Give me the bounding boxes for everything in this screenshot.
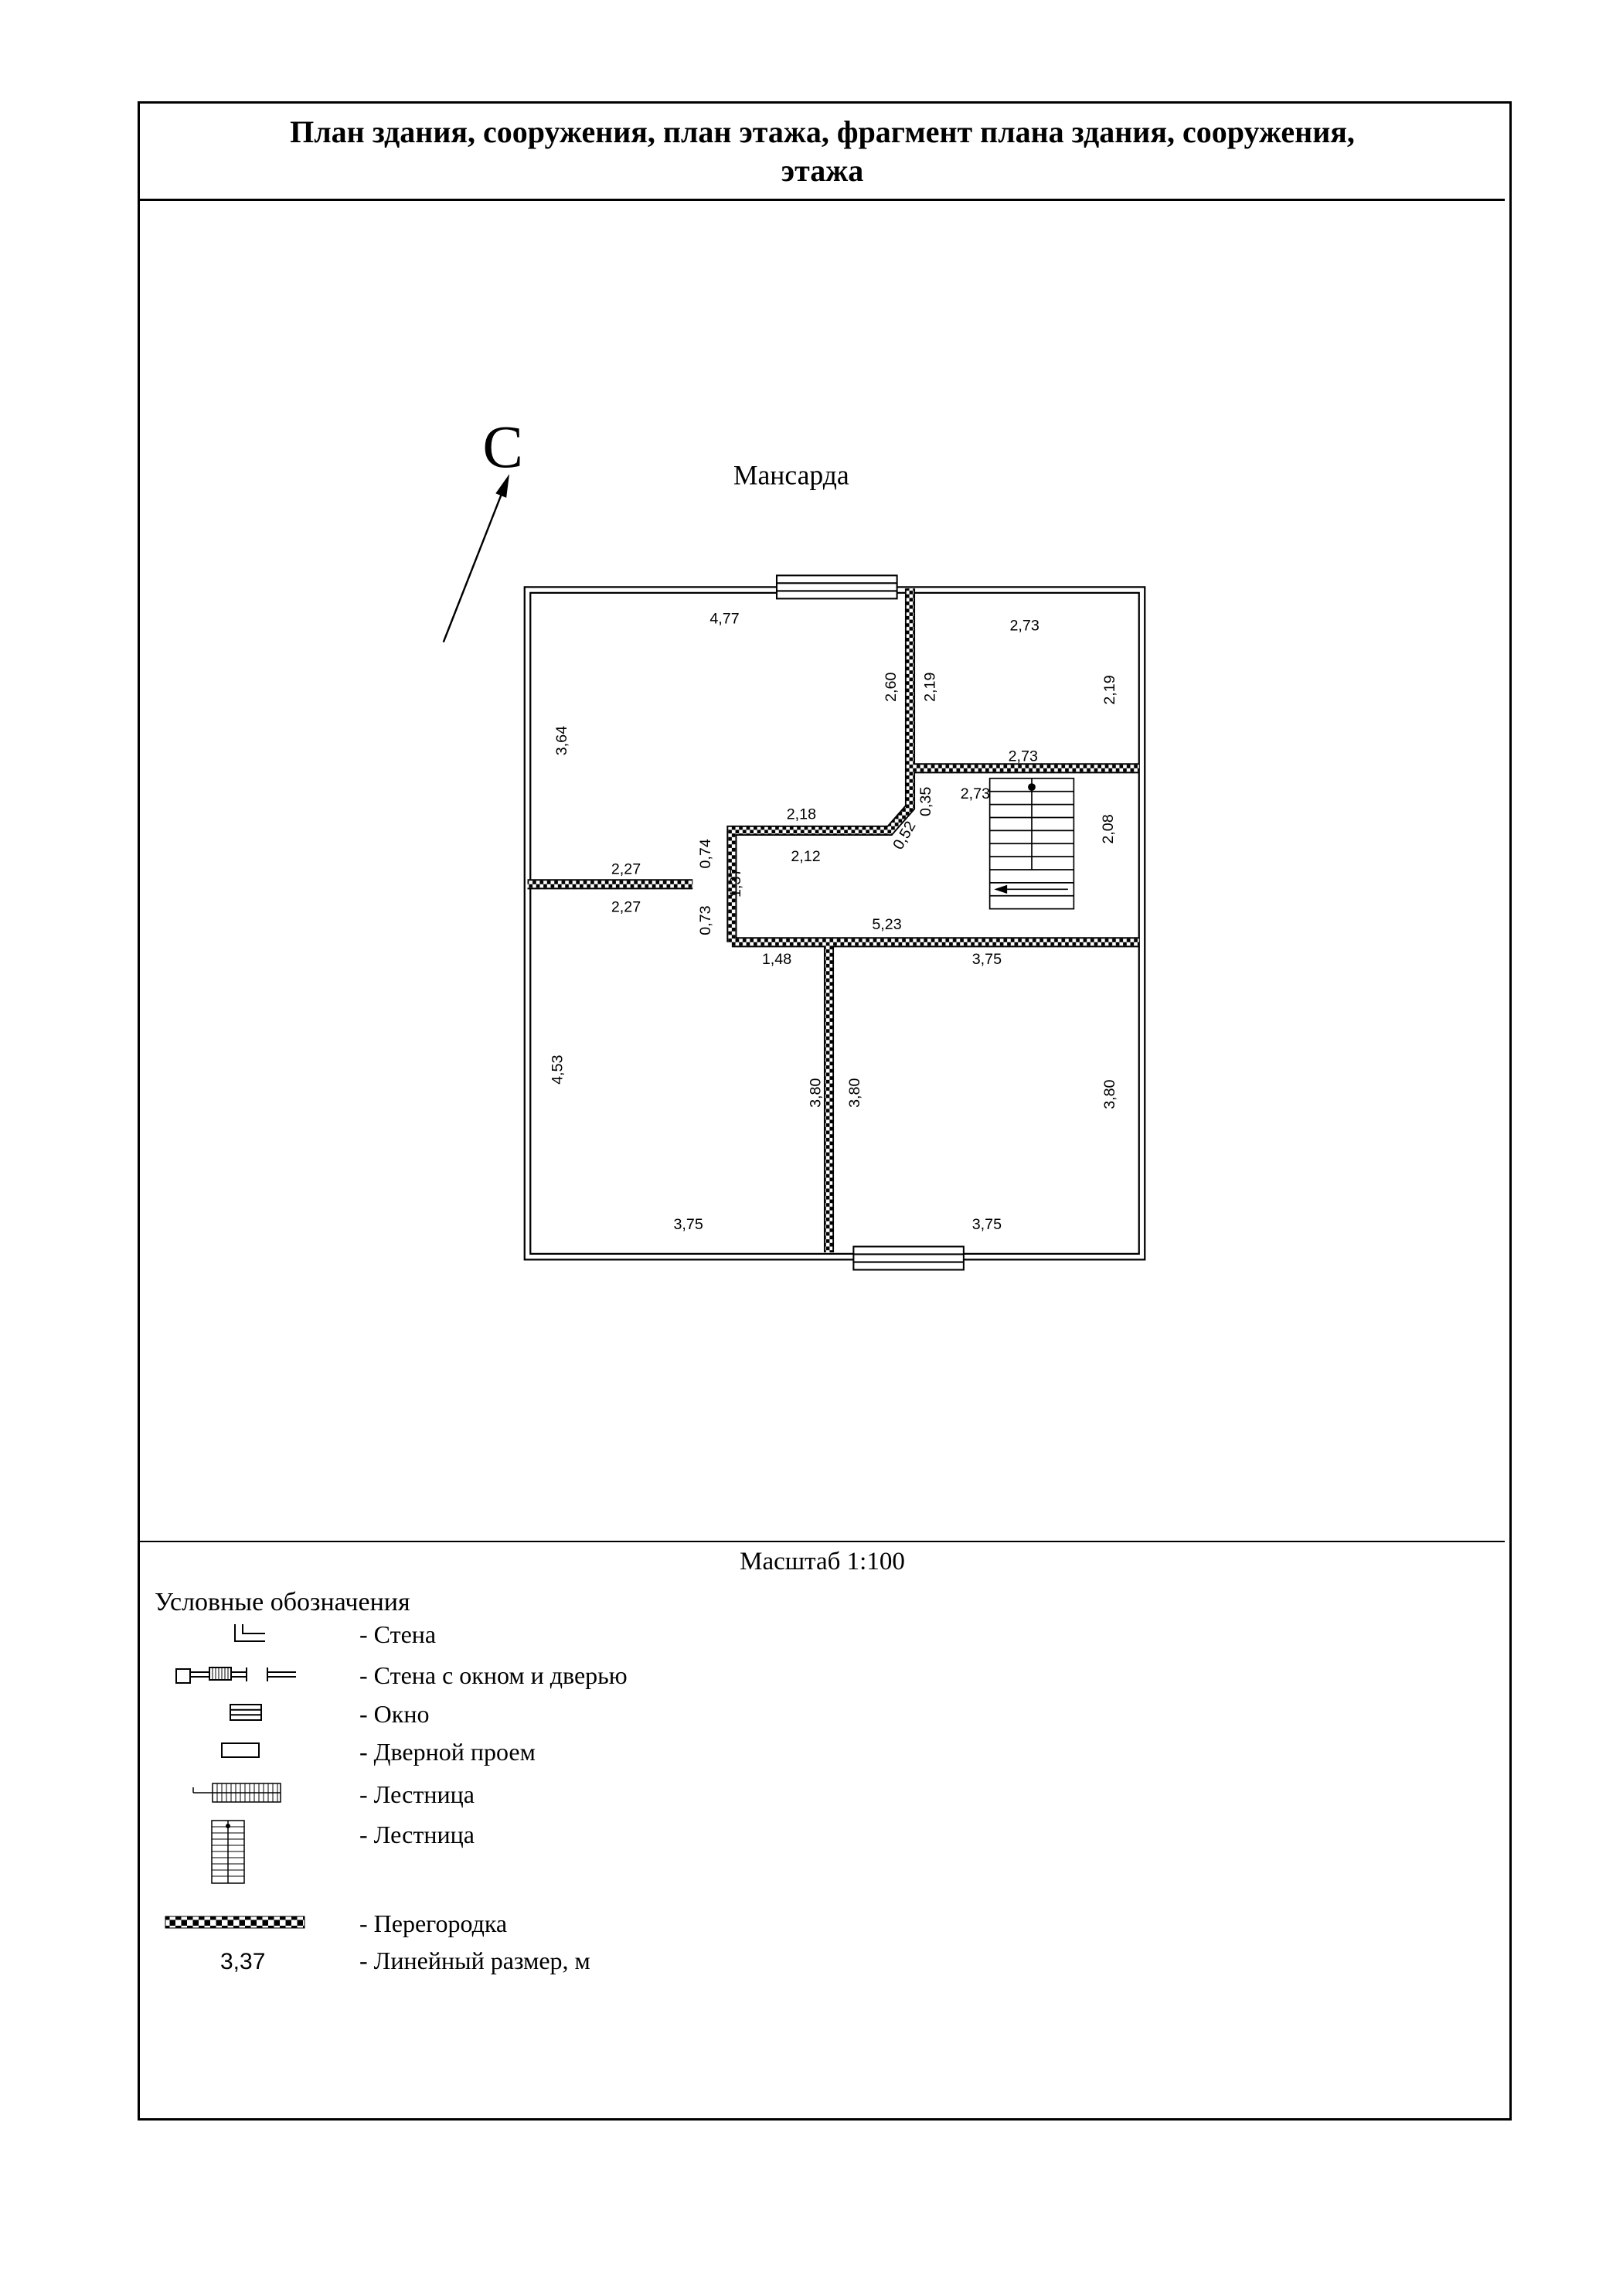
legend-label-wall-window-door: - Стена с окном и дверью: [359, 1661, 628, 1689]
dimension-label: 2,73: [960, 785, 991, 803]
floor-plan: [525, 575, 1145, 1269]
dimension-label: 0,35: [917, 786, 934, 817]
floor-name-label: Мансарда: [733, 459, 849, 491]
dimension-label: 2,19: [921, 672, 939, 702]
dimension-label: 2,18: [786, 806, 817, 823]
dimension-example: 3,37: [220, 1949, 266, 1974]
scale-divider-line: [140, 1541, 1505, 1542]
dimension-label: 4,77: [709, 610, 740, 628]
dimension-label: 2,12: [791, 847, 821, 865]
north-label: С: [482, 413, 523, 481]
stairs-vertical-symbol: [200, 1819, 254, 1885]
document-title-line1: План здания, сооружения, план этажа, фрагмент плана здания, сооружения,: [290, 114, 1355, 149]
north-arrow: [444, 414, 523, 642]
legend-label-window: - Окно: [359, 1700, 430, 1728]
dimension-label: 2,60: [882, 672, 900, 702]
legend-label-linear-dimension: - Линейный размер, м: [359, 1947, 590, 1974]
dimension-label: 0,74: [696, 839, 714, 869]
legend: [138, 1577, 1507, 2010]
dimension-label: 3,64: [553, 725, 571, 756]
dimension-label: 0,52: [890, 818, 920, 853]
dimension-label: 5,23: [872, 915, 902, 933]
dimension-label: 1,48: [761, 950, 792, 968]
dimension-label: 3,80: [1101, 1079, 1118, 1109]
stairs-pole-dot: [1028, 783, 1036, 791]
wall-with-window-and-door-symbol: [174, 1658, 305, 1689]
dimension-label: 3,80: [846, 1078, 863, 1108]
legend-label-door-opening: - Дверной проем: [359, 1738, 536, 1766]
dimension-label: 4,53: [549, 1054, 567, 1085]
stairs-direction-arrowhead: [994, 885, 1007, 894]
partition-symbol: [164, 1914, 307, 1931]
dimension-label: 2,73: [1009, 617, 1039, 635]
window-bottom: [853, 1247, 964, 1270]
dimension-label: 3,75: [673, 1216, 703, 1233]
stairs-horizontal-symbol: [191, 1780, 284, 1805]
dimension-label: 2,08: [1100, 814, 1117, 844]
dimension-label: 0,73: [696, 905, 714, 935]
window-symbol: [229, 1702, 264, 1722]
dimension-label: 3,75: [971, 1216, 1002, 1233]
dimension-label: 2,19: [1101, 675, 1118, 705]
legend-label-wall: - Стена: [359, 1620, 437, 1648]
outer-walls: [525, 587, 1145, 1259]
dimension-label: 2,27: [611, 860, 641, 878]
legend-label-stairs-2: - Лестница: [359, 1821, 475, 1848]
dimension-label: 3,75: [971, 950, 1002, 968]
scale-label: Масштаб 1:100: [740, 1548, 905, 1576]
legend-label-stairs-1: - Лестница: [359, 1780, 475, 1808]
legend-label-partition: - Перегородка: [359, 1909, 508, 1937]
door-opening-symbol: [220, 1740, 260, 1760]
dimension-label: 2,73: [1008, 748, 1038, 765]
partition-walls: [528, 588, 1139, 1252]
dimension-label: 3,80: [807, 1078, 825, 1108]
wall-symbol: [232, 1622, 267, 1644]
document-title-line2: этажа: [781, 152, 864, 188]
dimension-label: 2,27: [611, 898, 641, 916]
dimension-label: 1,37: [727, 867, 745, 898]
legend-title: Условные обозначения: [155, 1588, 410, 1616]
window-top: [777, 575, 897, 598]
